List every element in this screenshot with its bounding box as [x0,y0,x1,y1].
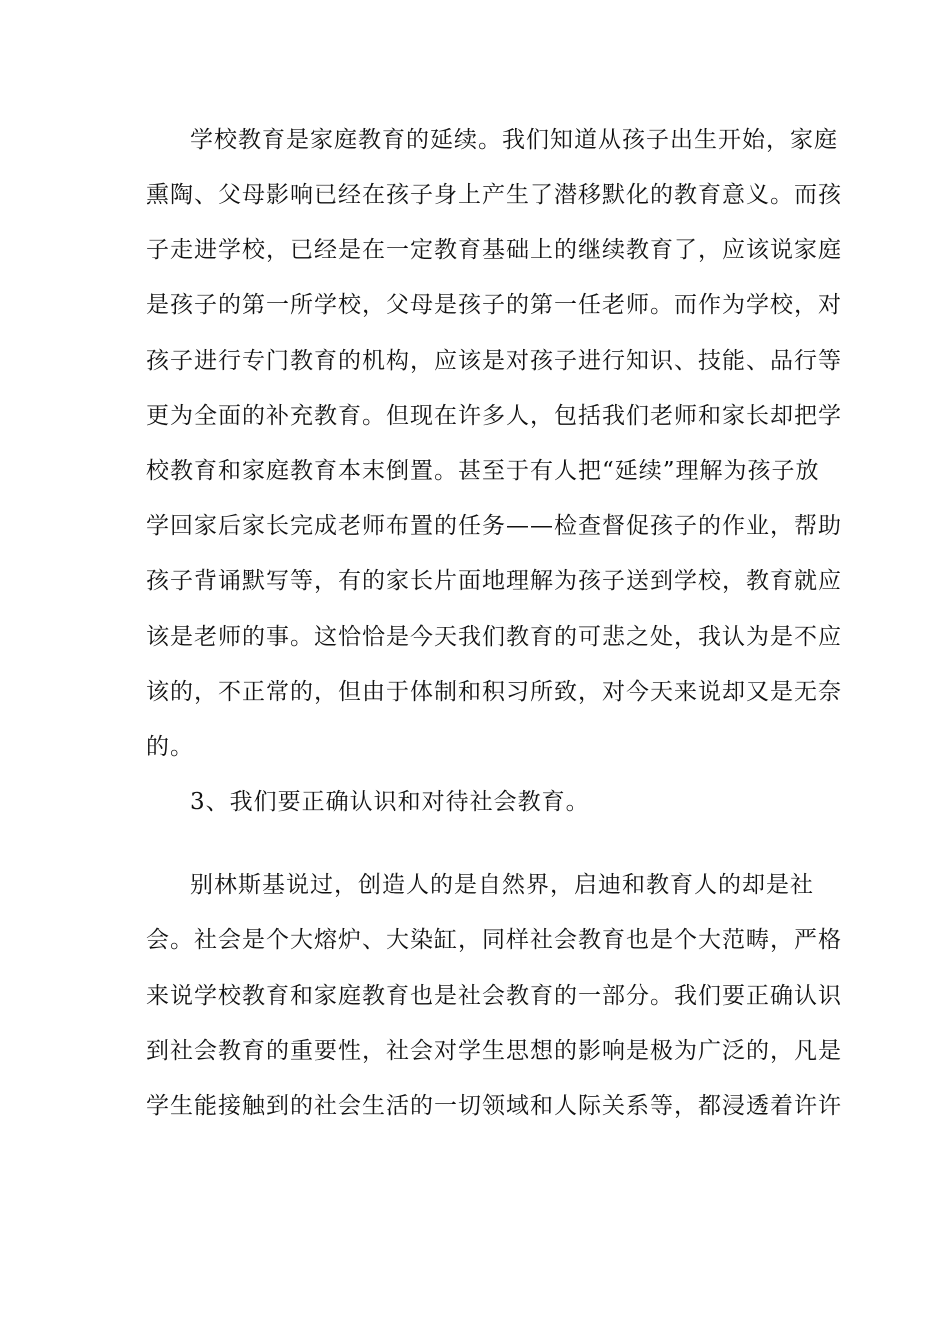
paragraph-line: 熏陶、父母影响已经在孩子身上产生了潜移默化的教育意义。而孩 [146,182,842,208]
paragraph-line: 子走进学校，已经是在一定教育基础上的继续教育了，应该说家庭 [146,237,842,263]
paragraph-line: 学校教育是家庭教育的延续。我们知道从孩子出生开始，家庭 [190,127,838,153]
paragraph-line: 校教育和家庭教育本末倒置。甚至于有人把“延续”理解为孩子放 [146,458,820,484]
paragraph-line: 学生能接触到的社会生活的一切领域和人际关系等，都浸透着许许 [146,1093,842,1119]
paragraph-line: 的。 [146,734,194,760]
paragraph-line: 学回家后家长完成老师布置的任务——检查督促孩子的作业，帮助 [146,513,842,539]
paragraph-line: 孩子背诵默写等，有的家长片面地理解为孩子送到学校，教育就应 [146,568,842,594]
paragraph-line: 会。社会是个大熔炉、大染缸，同样社会教育也是个大范畴，严格 [146,927,842,953]
section-heading: 3、我们要正确认识和对待社会教育。 [190,789,590,815]
paragraph-line: 来说学校教育和家庭教育也是社会教育的一部分。我们要正确认识 [146,983,842,1009]
paragraph-line: 别林斯基说过，创造人的是自然界，启迪和教育人的却是社 [190,872,814,898]
paragraph-line: 孩子进行专门教育的机构，应该是对孩子进行知识、技能、品行等 [146,348,842,374]
paragraph-line: 该是老师的事。这恰恰是今天我们教育的可悲之处，我认为是不应 [146,624,842,650]
paragraph-line: 是孩子的第一所学校，父母是孩子的第一任老师。而作为学校，对 [146,292,842,318]
paragraph-line: 该的，不正常的，但由于体制和积习所致，对今天来说却又是无奈 [146,679,842,705]
paragraph-line: 更为全面的补充教育。但现在许多人，包括我们老师和家长却把学 [146,403,842,429]
paragraph-line: 到社会教育的重要性，社会对学生思想的影响是极为广泛的，凡是 [146,1038,842,1064]
